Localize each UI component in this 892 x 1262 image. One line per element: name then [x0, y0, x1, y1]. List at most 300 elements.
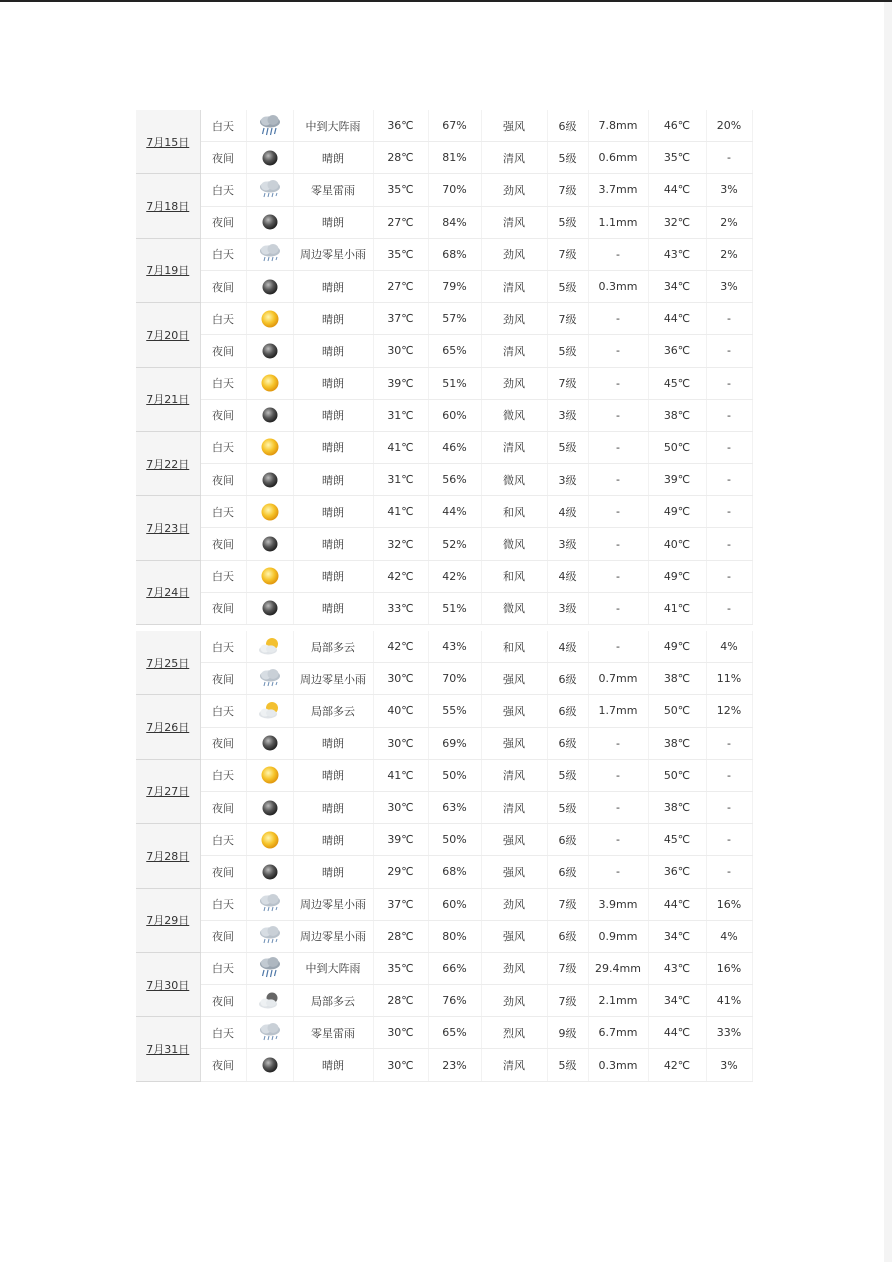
table-row — [136, 335, 752, 367]
date-cell[interactable]: 7月15日 — [136, 110, 200, 174]
precipitation-cell: - — [588, 431, 648, 463]
precipitation-cell: - — [588, 631, 648, 663]
probability-cell: 2% — [706, 238, 752, 270]
table-row — [136, 952, 752, 984]
precipitation-cell: 3.9mm — [588, 888, 648, 920]
probability-cell: 4% — [706, 631, 752, 663]
wind-cell: 清风 — [481, 142, 547, 174]
sun-icon — [259, 436, 281, 458]
temperature-cell: 35℃ — [373, 238, 428, 270]
period-cell: 夜间 — [200, 985, 246, 1017]
rain-cloud-icon — [257, 114, 283, 138]
clear-night-icon — [259, 533, 281, 555]
wind-cell: 劲风 — [481, 888, 547, 920]
temperature-cell: 30℃ — [373, 1049, 428, 1081]
probability-cell: - — [706, 367, 752, 399]
condition-cell: 晴朗 — [293, 142, 373, 174]
precipitation-cell: - — [588, 238, 648, 270]
icon-cell — [246, 592, 293, 624]
icon-cell — [246, 142, 293, 174]
precipitation-cell: 6.7mm — [588, 1017, 648, 1049]
partly-cloudy-icon — [257, 700, 283, 722]
probability-cell: 41% — [706, 985, 752, 1017]
humidity-cell: 70% — [428, 174, 481, 206]
wind-level-cell: 6级 — [547, 856, 588, 888]
humidity-cell: 50% — [428, 824, 481, 856]
temperature-cell: 31℃ — [373, 464, 428, 496]
wind-level-cell: 5级 — [547, 791, 588, 823]
condition-cell: 晴朗 — [293, 856, 373, 888]
probability-cell: 3% — [706, 1049, 752, 1081]
temperature-cell: 29℃ — [373, 856, 428, 888]
condition-cell: 晴朗 — [293, 560, 373, 592]
humidity-cell: 42% — [428, 560, 481, 592]
period-cell: 夜间 — [200, 206, 246, 238]
condition-cell: 晴朗 — [293, 431, 373, 463]
table-row — [136, 560, 752, 592]
sun-icon — [259, 565, 281, 587]
table-row — [136, 985, 752, 1017]
clear-night-icon — [259, 276, 281, 298]
icon-cell — [246, 464, 293, 496]
precipitation-cell: - — [588, 791, 648, 823]
feels-like-cell: 44℃ — [648, 1017, 706, 1049]
sun-icon — [259, 501, 281, 523]
clear-night-icon — [259, 147, 281, 169]
precipitation-cell: 1.1mm — [588, 206, 648, 238]
temperature-cell: 33℃ — [373, 592, 428, 624]
date-cell[interactable]: 7月18日 — [136, 174, 200, 238]
probability-cell: 2% — [706, 206, 752, 238]
table-row — [136, 367, 752, 399]
temperature-cell: 39℃ — [373, 367, 428, 399]
date-cell[interactable]: 7月25日 — [136, 631, 200, 695]
period-cell: 白天 — [200, 496, 246, 528]
wind-cell: 微风 — [481, 528, 547, 560]
icon-cell — [246, 759, 293, 791]
clear-night-icon — [259, 861, 281, 883]
clear-night-icon — [259, 211, 281, 233]
table-row — [136, 791, 752, 823]
table-row — [136, 303, 752, 335]
period-cell: 白天 — [200, 631, 246, 663]
condition-cell: 周边零星小雨 — [293, 238, 373, 270]
feels-like-cell: 39℃ — [648, 464, 706, 496]
precipitation-cell: - — [588, 399, 648, 431]
feels-like-cell: 50℃ — [648, 759, 706, 791]
precipitation-cell: - — [588, 592, 648, 624]
humidity-cell: 23% — [428, 1049, 481, 1081]
probability-cell: - — [706, 303, 752, 335]
temperature-cell: 39℃ — [373, 824, 428, 856]
sun-icon — [259, 764, 281, 786]
wind-level-cell: 3级 — [547, 528, 588, 560]
humidity-cell: 65% — [428, 335, 481, 367]
table-row — [136, 431, 752, 463]
wind-cell: 和风 — [481, 631, 547, 663]
humidity-cell: 79% — [428, 270, 481, 302]
condition-cell: 晴朗 — [293, 528, 373, 560]
icon-cell — [246, 985, 293, 1017]
probability-cell: - — [706, 528, 752, 560]
clear-night-icon — [259, 469, 281, 491]
icon-cell — [246, 496, 293, 528]
date-cell[interactable]: 7月31日 — [136, 1017, 200, 1081]
icon-cell — [246, 888, 293, 920]
period-cell: 白天 — [200, 560, 246, 592]
feels-like-cell: 40℃ — [648, 528, 706, 560]
temperature-cell: 41℃ — [373, 431, 428, 463]
table-row — [136, 270, 752, 302]
icon-cell — [246, 1017, 293, 1049]
icon-cell — [246, 560, 293, 592]
feels-like-cell: 34℃ — [648, 985, 706, 1017]
period-cell: 白天 — [200, 759, 246, 791]
shower-cloud-icon — [257, 179, 283, 201]
wind-level-cell: 4级 — [547, 631, 588, 663]
humidity-cell: 55% — [428, 695, 481, 727]
probability-cell: 16% — [706, 888, 752, 920]
wind-level-cell: 5级 — [547, 759, 588, 791]
period-cell: 白天 — [200, 431, 246, 463]
precipitation-cell: 7.8mm — [588, 110, 648, 142]
humidity-cell: 80% — [428, 920, 481, 952]
period-cell: 夜间 — [200, 663, 246, 695]
period-cell: 夜间 — [200, 1049, 246, 1081]
wind-cell: 强风 — [481, 110, 547, 142]
temperature-cell: 37℃ — [373, 303, 428, 335]
precipitation-cell: - — [588, 464, 648, 496]
humidity-cell: 56% — [428, 464, 481, 496]
table-row — [136, 528, 752, 560]
period-cell: 夜间 — [200, 142, 246, 174]
condition-cell: 周边零星小雨 — [293, 920, 373, 952]
temperature-cell: 27℃ — [373, 206, 428, 238]
clear-night-icon — [259, 732, 281, 754]
period-cell: 白天 — [200, 888, 246, 920]
temperature-cell: 41℃ — [373, 496, 428, 528]
clear-night-icon — [259, 340, 281, 362]
precipitation-cell: 29.4mm — [588, 952, 648, 984]
condition-cell: 晴朗 — [293, 464, 373, 496]
date-cell[interactable]: 7月26日 — [136, 695, 200, 759]
date-cell[interactable]: 7月27日 — [136, 759, 200, 823]
table-row — [136, 1049, 752, 1081]
icon-cell — [246, 631, 293, 663]
temperature-cell: 30℃ — [373, 1017, 428, 1049]
sun-icon — [259, 372, 281, 394]
temperature-cell: 28℃ — [373, 920, 428, 952]
wind-cell: 清风 — [481, 759, 547, 791]
feels-like-cell: 44℃ — [648, 303, 706, 335]
condition-cell: 中到大阵雨 — [293, 110, 373, 142]
date-cell[interactable]: 7月28日 — [136, 824, 200, 888]
period-cell: 白天 — [200, 110, 246, 142]
humidity-cell: 63% — [428, 791, 481, 823]
wind-level-cell: 5级 — [547, 335, 588, 367]
table-row — [136, 464, 752, 496]
wind-cell: 清风 — [481, 206, 547, 238]
date-cell[interactable]: 7月22日 — [136, 431, 200, 495]
icon-cell — [246, 695, 293, 727]
condition-cell: 晴朗 — [293, 1049, 373, 1081]
shower-cloud-icon — [257, 893, 283, 915]
probability-cell: 33% — [706, 1017, 752, 1049]
wind-level-cell: 5级 — [547, 1049, 588, 1081]
wind-level-cell: 7级 — [547, 367, 588, 399]
icon-cell — [246, 270, 293, 302]
humidity-cell: 60% — [428, 399, 481, 431]
partly-cloudy-night-icon — [257, 990, 283, 1012]
precipitation-cell: 3.7mm — [588, 174, 648, 206]
feels-like-cell: 50℃ — [648, 431, 706, 463]
date-cell[interactable]: 7月30日 — [136, 952, 200, 1016]
wind-cell: 清风 — [481, 270, 547, 302]
table-row — [136, 888, 752, 920]
temperature-cell: 30℃ — [373, 791, 428, 823]
clear-night-icon — [259, 404, 281, 426]
wind-level-cell: 5级 — [547, 431, 588, 463]
icon-cell — [246, 206, 293, 238]
wind-cell: 和风 — [481, 496, 547, 528]
sun-icon — [259, 829, 281, 851]
feels-like-cell: 32℃ — [648, 206, 706, 238]
condition-cell: 晴朗 — [293, 335, 373, 367]
precipitation-cell: 2.1mm — [588, 985, 648, 1017]
weather-forecast-table — [136, 110, 753, 1082]
humidity-cell: 76% — [428, 985, 481, 1017]
period-cell: 白天 — [200, 824, 246, 856]
probability-cell: - — [706, 791, 752, 823]
table-row — [136, 496, 752, 528]
probability-cell: - — [706, 142, 752, 174]
icon-cell — [246, 856, 293, 888]
humidity-cell: 81% — [428, 142, 481, 174]
wind-cell: 微风 — [481, 399, 547, 431]
condition-cell: 晴朗 — [293, 367, 373, 399]
period-cell: 夜间 — [200, 592, 246, 624]
feels-like-cell: 41℃ — [648, 592, 706, 624]
probability-cell: - — [706, 399, 752, 431]
condition-cell: 晴朗 — [293, 791, 373, 823]
period-cell: 白天 — [200, 695, 246, 727]
icon-cell — [246, 727, 293, 759]
temperature-cell: 42℃ — [373, 560, 428, 592]
temperature-cell: 30℃ — [373, 663, 428, 695]
condition-cell: 晴朗 — [293, 759, 373, 791]
wind-cell: 劲风 — [481, 367, 547, 399]
feels-like-cell: 35℃ — [648, 142, 706, 174]
precipitation-cell: 1.7mm — [588, 695, 648, 727]
condition-cell: 中到大阵雨 — [293, 952, 373, 984]
humidity-cell: 65% — [428, 1017, 481, 1049]
wind-level-cell: 3级 — [547, 592, 588, 624]
feels-like-cell: 34℃ — [648, 920, 706, 952]
period-cell: 夜间 — [200, 856, 246, 888]
icon-cell — [246, 952, 293, 984]
feels-like-cell: 38℃ — [648, 727, 706, 759]
humidity-cell: 51% — [428, 367, 481, 399]
temperature-cell: 41℃ — [373, 759, 428, 791]
shower-cloud-icon — [257, 1022, 283, 1044]
wind-level-cell: 7级 — [547, 888, 588, 920]
temperature-cell: 28℃ — [373, 985, 428, 1017]
probability-cell: - — [706, 727, 752, 759]
period-cell: 白天 — [200, 238, 246, 270]
table-row — [136, 399, 752, 431]
shower-cloud-icon — [257, 925, 283, 947]
date-cell[interactable]: 7月20日 — [136, 303, 200, 367]
period-cell: 夜间 — [200, 399, 246, 431]
icon-cell — [246, 1049, 293, 1081]
precipitation-cell: - — [588, 496, 648, 528]
wind-level-cell: 6级 — [547, 110, 588, 142]
feels-like-cell: 36℃ — [648, 335, 706, 367]
precipitation-cell: - — [588, 335, 648, 367]
icon-cell — [246, 303, 293, 335]
date-cell[interactable]: 7月24日 — [136, 560, 200, 624]
wind-level-cell: 6级 — [547, 663, 588, 695]
sun-icon — [259, 308, 281, 330]
wind-cell: 劲风 — [481, 303, 547, 335]
probability-cell: - — [706, 824, 752, 856]
date-cell[interactable]: 7月23日 — [136, 496, 200, 560]
icon-cell — [246, 824, 293, 856]
page-right-edge — [884, 2, 892, 1262]
wind-cell: 清风 — [481, 791, 547, 823]
humidity-cell: 43% — [428, 631, 481, 663]
period-cell: 白天 — [200, 174, 246, 206]
table-row — [136, 1017, 752, 1049]
wind-cell: 强风 — [481, 920, 547, 952]
feels-like-cell: 43℃ — [648, 238, 706, 270]
temperature-cell: 30℃ — [373, 335, 428, 367]
probability-cell: 3% — [706, 174, 752, 206]
feels-like-cell: 42℃ — [648, 1049, 706, 1081]
probability-cell: 3% — [706, 270, 752, 302]
wind-cell: 清风 — [481, 431, 547, 463]
table-row — [136, 727, 752, 759]
condition-cell: 周边零星小雨 — [293, 888, 373, 920]
feels-like-cell: 38℃ — [648, 399, 706, 431]
probability-cell: - — [706, 464, 752, 496]
wind-level-cell: 7级 — [547, 985, 588, 1017]
wind-cell: 强风 — [481, 663, 547, 695]
partly-cloudy-icon — [257, 636, 283, 658]
period-cell: 白天 — [200, 367, 246, 399]
probability-cell: 12% — [706, 695, 752, 727]
condition-cell: 周边零星小雨 — [293, 663, 373, 695]
condition-cell: 局部多云 — [293, 631, 373, 663]
condition-cell: 晴朗 — [293, 592, 373, 624]
humidity-cell: 84% — [428, 206, 481, 238]
wind-level-cell: 4级 — [547, 560, 588, 592]
shower-cloud-icon — [257, 243, 283, 265]
wind-level-cell: 6级 — [547, 824, 588, 856]
wind-cell: 和风 — [481, 560, 547, 592]
temperature-cell: 36℃ — [373, 110, 428, 142]
table-row — [136, 920, 752, 952]
humidity-cell: 60% — [428, 888, 481, 920]
humidity-cell: 52% — [428, 528, 481, 560]
table-row — [136, 142, 752, 174]
icon-cell — [246, 367, 293, 399]
wind-level-cell: 6级 — [547, 920, 588, 952]
probability-cell: 11% — [706, 663, 752, 695]
feels-like-cell: 46℃ — [648, 110, 706, 142]
feels-like-cell: 36℃ — [648, 856, 706, 888]
precipitation-cell: 0.7mm — [588, 663, 648, 695]
wind-level-cell: 9级 — [547, 1017, 588, 1049]
wind-cell: 劲风 — [481, 985, 547, 1017]
wind-cell: 强风 — [481, 727, 547, 759]
temperature-cell: 35℃ — [373, 174, 428, 206]
icon-cell — [246, 399, 293, 431]
wind-level-cell: 7级 — [547, 303, 588, 335]
humidity-cell: 68% — [428, 238, 481, 270]
probability-cell: - — [706, 335, 752, 367]
wind-level-cell: 5级 — [547, 206, 588, 238]
page-top-border — [0, 0, 892, 2]
icon-cell — [246, 528, 293, 560]
precipitation-cell: - — [588, 856, 648, 888]
temperature-cell: 31℃ — [373, 399, 428, 431]
wind-level-cell: 6级 — [547, 695, 588, 727]
probability-cell: 4% — [706, 920, 752, 952]
wind-cell: 微风 — [481, 464, 547, 496]
humidity-cell: 50% — [428, 759, 481, 791]
feels-like-cell: 38℃ — [648, 791, 706, 823]
period-cell: 白天 — [200, 1017, 246, 1049]
precipitation-cell: - — [588, 367, 648, 399]
period-cell: 白天 — [200, 952, 246, 984]
humidity-cell: 46% — [428, 431, 481, 463]
condition-cell: 零星雷雨 — [293, 1017, 373, 1049]
wind-cell: 强风 — [481, 824, 547, 856]
table-row — [136, 592, 752, 624]
wind-cell: 强风 — [481, 695, 547, 727]
probability-cell: 20% — [706, 110, 752, 142]
precipitation-cell: - — [588, 560, 648, 592]
wind-level-cell: 3级 — [547, 399, 588, 431]
icon-cell — [246, 791, 293, 823]
precipitation-cell: - — [588, 528, 648, 560]
feels-like-cell: 45℃ — [648, 824, 706, 856]
icon-cell — [246, 238, 293, 270]
precipitation-cell: 0.6mm — [588, 142, 648, 174]
probability-cell: - — [706, 856, 752, 888]
temperature-cell: 28℃ — [373, 142, 428, 174]
precipitation-cell: - — [588, 303, 648, 335]
temperature-cell: 27℃ — [373, 270, 428, 302]
feels-like-cell: 50℃ — [648, 695, 706, 727]
probability-cell: - — [706, 431, 752, 463]
date-cell[interactable]: 7月19日 — [136, 238, 200, 302]
precipitation-cell: 0.9mm — [588, 920, 648, 952]
date-cell[interactable]: 7月21日 — [136, 367, 200, 431]
wind-cell: 烈风 — [481, 1017, 547, 1049]
period-cell: 夜间 — [200, 270, 246, 302]
table-row — [136, 824, 752, 856]
precipitation-cell: 0.3mm — [588, 1049, 648, 1081]
humidity-cell: 69% — [428, 727, 481, 759]
wind-cell: 清风 — [481, 1049, 547, 1081]
date-cell[interactable]: 7月29日 — [136, 888, 200, 952]
condition-cell: 晴朗 — [293, 270, 373, 302]
clear-night-icon — [259, 1054, 281, 1076]
condition-cell: 晴朗 — [293, 824, 373, 856]
wind-level-cell: 7级 — [547, 952, 588, 984]
